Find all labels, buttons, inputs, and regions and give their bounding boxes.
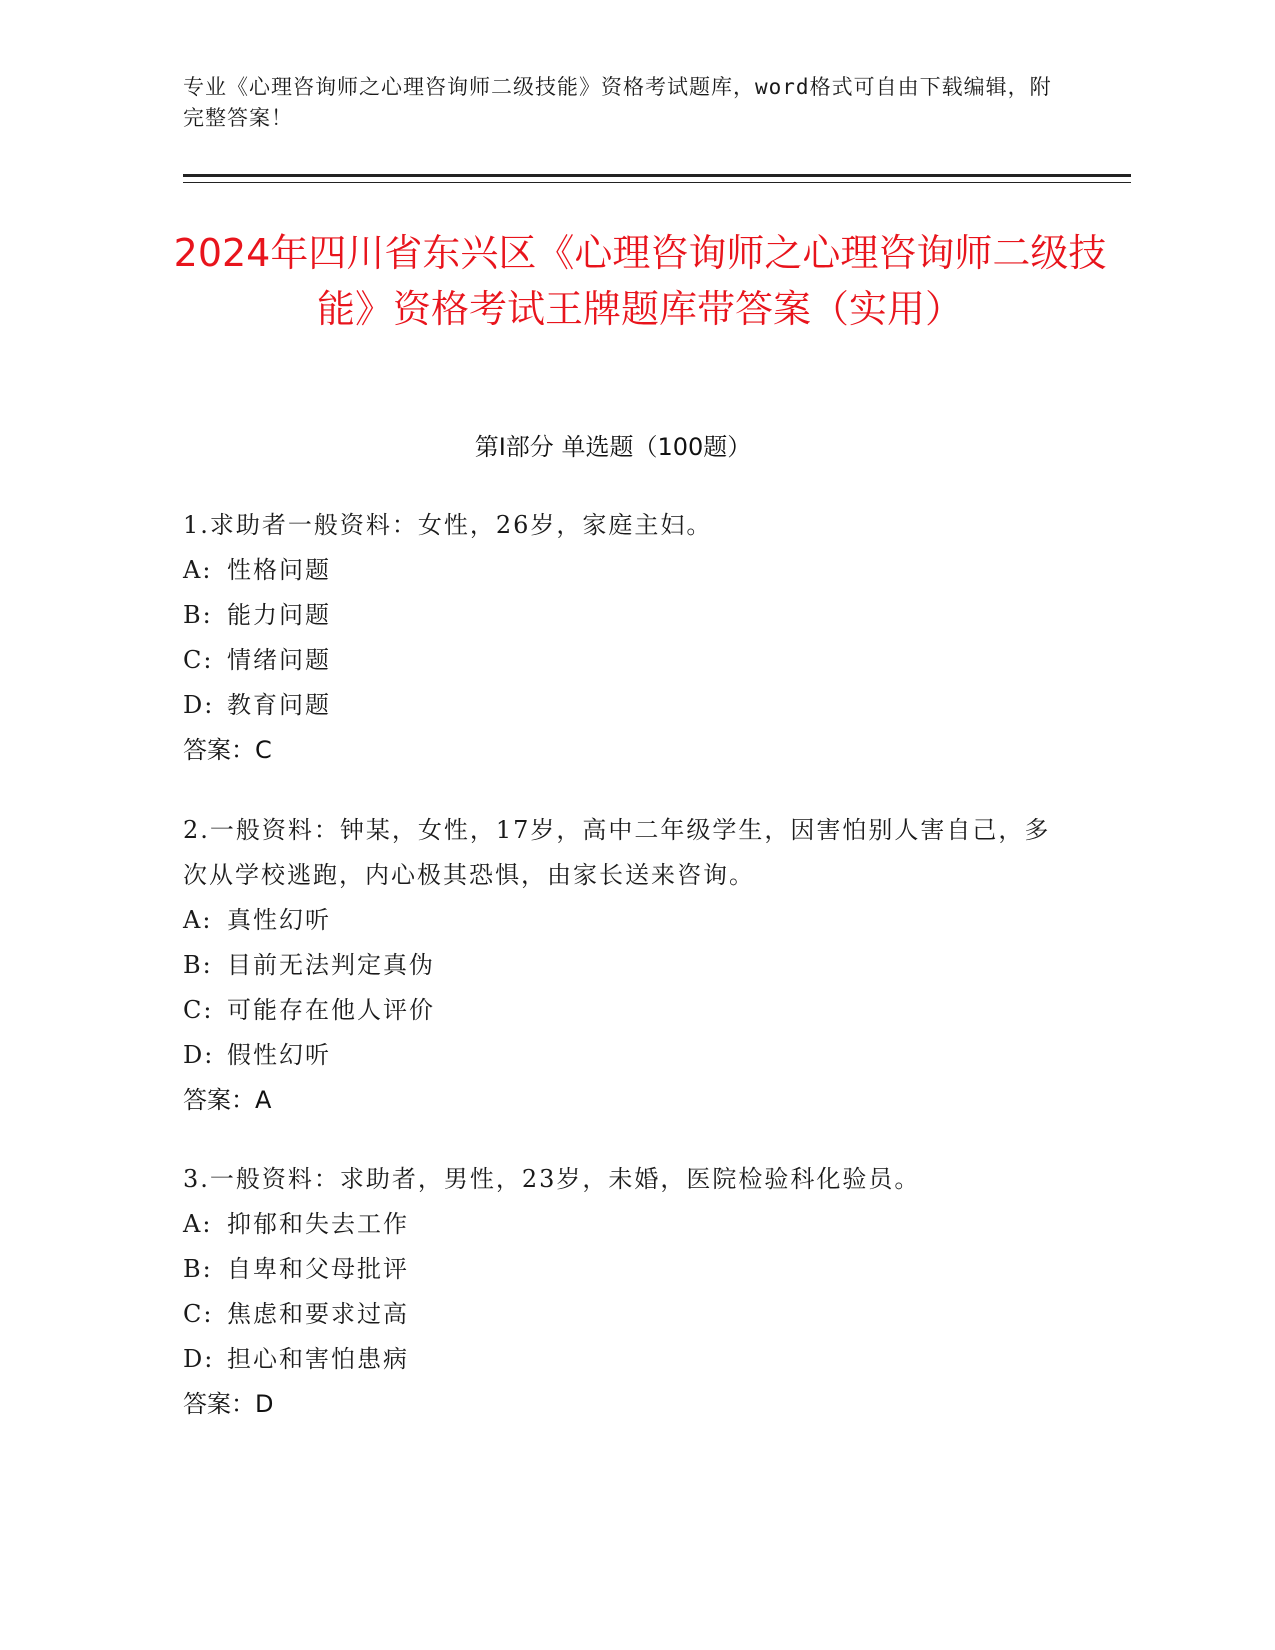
option-letter: D: (183, 1345, 215, 1373)
option-d (183, 1033, 1063, 1078)
question-stem: 3.一般资料：求助者，男性，23岁，未婚，医院检验科化验员。 (183, 1165, 921, 1193)
option-text: 可能存在他人评价 (227, 996, 435, 1024)
option-letter: B: (183, 1255, 213, 1283)
option-d (183, 1337, 1063, 1382)
option-letter: D: (183, 1041, 215, 1069)
option-text: 教育问题 (227, 691, 331, 719)
document-title: 2024年四川省东兴区《心理咨询师之心理咨询师二级技能》资格考试王牌题库带答案（实用） (173, 231, 1107, 331)
option-a (183, 548, 1063, 593)
answer-line: 答案：A (183, 1086, 272, 1114)
option-a (183, 898, 1063, 943)
section-heading: 第I部分 单选题（100题） (474, 433, 752, 461)
answer-line: 答案：C (183, 736, 272, 764)
question-3 (183, 1157, 1063, 1427)
option-text: 抑郁和失去工作 (227, 1210, 409, 1238)
option-c (183, 1292, 1063, 1337)
question-stem: 1.求助者一般资料：女性，26岁，家庭主妇。 (183, 511, 713, 539)
option-letter: C: (183, 996, 214, 1024)
header-note: 专业《心理咨询师之心理咨询师二级技能》资格考试题库，word格式可自由下载编辑，附完整答案！ (183, 75, 1052, 130)
option-a (183, 1202, 1063, 1247)
header-rule-thin (183, 182, 1131, 183)
question-2 (183, 808, 1063, 1123)
answer-line: 答案：D (183, 1390, 274, 1418)
option-b (183, 593, 1063, 638)
option-text: 焦虑和要求过高 (227, 1300, 409, 1328)
option-letter: B: (183, 951, 213, 979)
option-text: 性格问题 (227, 556, 331, 584)
option-letter: C: (183, 1300, 214, 1328)
question-stem: 2.一般资料：钟某，女性，17岁，高中二年级学生，因害怕别人害自己，多次从学校逃跑，内心极其恐惧，由家长送来咨询。 (183, 816, 1051, 889)
option-letter: A: (183, 906, 213, 934)
option-text: 目前无法判定真伪 (227, 951, 435, 979)
question-1 (183, 503, 1063, 773)
option-text: 自卑和父母批评 (227, 1255, 409, 1283)
option-letter: C: (183, 646, 214, 674)
option-text: 情绪问题 (227, 646, 331, 674)
option-b (183, 1247, 1063, 1292)
option-letter: D: (183, 691, 215, 719)
option-d (183, 683, 1063, 728)
option-letter: B: (183, 601, 213, 629)
option-b (183, 943, 1063, 988)
option-text: 担心和害怕患病 (227, 1345, 409, 1373)
option-letter: A: (183, 556, 213, 584)
option-text: 能力问题 (227, 601, 331, 629)
option-c (183, 638, 1063, 683)
option-letter: A: (183, 1210, 213, 1238)
option-text: 真性幻听 (227, 906, 331, 934)
option-c (183, 988, 1063, 1033)
option-text: 假性幻听 (227, 1041, 331, 1069)
header-rule-thick (183, 174, 1131, 177)
